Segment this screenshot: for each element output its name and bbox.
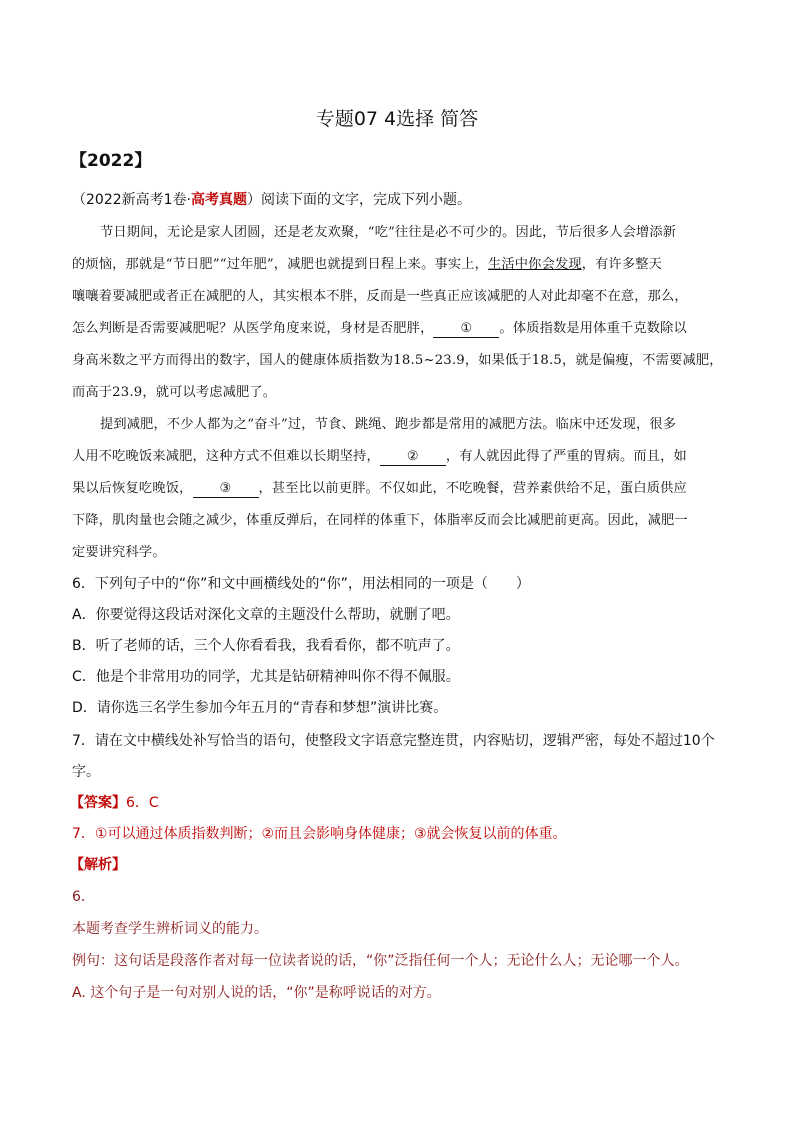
blank-1: ①: [433, 321, 499, 338]
analysis-text: A. 这个句子是一句对别人说的话，“你”是称呼说话的对方。: [72, 985, 441, 1001]
blank-3: ③: [193, 481, 259, 498]
passage-line: [72, 477, 724, 498]
year-heading: 【2022】: [70, 151, 152, 171]
question-6-option-c: C．他是个非常用功的同学，尤其是钻研精神叫你不得不佩服。: [72, 669, 460, 685]
passage-line: 提到减肥，不少人都为之“奋斗”过，节食、跳绳、跑步都是常用的减肥方法。临床中还发现，很多: [100, 417, 677, 432]
passage-line: 嚷嚷着要减肥或者正在减肥的人，其实根本不胖，反而是一些真正应该减肥的人对此却毫不在意，那么，: [72, 289, 688, 304]
analysis-text: 例句：这句话是段落作者对每一位读者说的话，“你”泛指任何一个人；无论什么人；无论哪一个人。: [72, 953, 689, 969]
passage-text: 的烦恼，那就是“节日肥”“过年肥”，减肥也就提到日程上来。事实上，: [72, 257, 489, 272]
passage-line: 定要讲究科学。: [72, 545, 166, 560]
passage-text: 人用不吃晚饭来减肥，这种方式不但难以长期坚持，: [72, 449, 380, 464]
question-6-stem: 6．下列句子中的“你”和文中画横线处的“你”，用法相同的一项是（ ）: [72, 576, 530, 592]
passage-line: [72, 445, 724, 466]
source-prefix: （2022新高考1卷·: [72, 192, 191, 208]
analysis-text: 本题考查学生辨析词义的能力。: [72, 921, 268, 937]
passage-line: 而高于23.9，就可以考虑减肥了。: [72, 385, 277, 400]
source-line: [72, 189, 724, 209]
passage-text: 果以后恢复吃晚饭，: [72, 481, 193, 496]
answer-line: [70, 792, 724, 812]
question-6-option-d: D．请你选三名学生参加今年五月的“青春和梦想”演讲比赛。: [72, 700, 448, 716]
source-tag: 高考真题: [191, 192, 247, 208]
passage-text: ，甚至比以前更胖。不仅如此，不吃晚餐，营养素供给不足，蛋白质供应: [258, 481, 687, 496]
blank-2: ②: [380, 449, 446, 466]
passage-text: 怎么判断是否需要减肥呢？从医学角度来说，身材是否肥胖，: [72, 321, 434, 336]
answer-q7: 7．①可以通过体质指数判断；②而且会影响身体健康；③就会恢复以前的体重。: [72, 826, 567, 842]
analysis-number: 6．: [72, 889, 95, 905]
passage-text: 。体质指数是用体重千克数除以: [499, 321, 687, 336]
passage-line: [72, 253, 724, 272]
question-6-option-a: A．你要觉得这段话对深化文章的主题没什么帮助，就删了吧。: [72, 607, 460, 623]
passage-line: 身高米数之平方而得出的数字，国人的健康体质指数为18.5~23.9，如果低于18.5，就是偏瘦，不需要减肥，: [72, 353, 723, 368]
question-7-stem: 7．请在文中横线处补写恰当的语句，使整段文字语意完整连贯，内容贴切，逻辑严密，每处不超过10个: [72, 733, 715, 749]
source-suffix: ）阅读下面的文字，完成下列小题。: [247, 192, 471, 208]
page-title: 专题07 4选择 简答: [315, 108, 479, 130]
passage-text: ，有许多整天: [581, 257, 663, 272]
answer-q6: 6．C: [126, 795, 159, 811]
underlined-phrase: 生活中你会发现: [488, 257, 582, 272]
passage-line: [72, 317, 724, 338]
passage-line: 下降，肌肉量也会随之减少，体重反弹后，在同样的体重下，体脂率反而会比减肥前更高。因此，减肥一: [72, 513, 688, 528]
passage-line: 节日期间，无论是家人团圆，还是老友欢聚，“吃”往往是必不可少的。因此，节后很多人会增添新: [100, 225, 677, 240]
passage-text: ，有人就因此得了严重的胃病。而且，如: [445, 449, 687, 464]
question-6-option-b: B．听了老师的话，三个人你看看我，我看看你，都不吭声了。: [72, 638, 460, 654]
answer-label: 【答案】: [70, 795, 126, 811]
question-7-stem-cont: 字。: [72, 764, 100, 780]
analysis-label: 【解析】: [70, 857, 126, 873]
